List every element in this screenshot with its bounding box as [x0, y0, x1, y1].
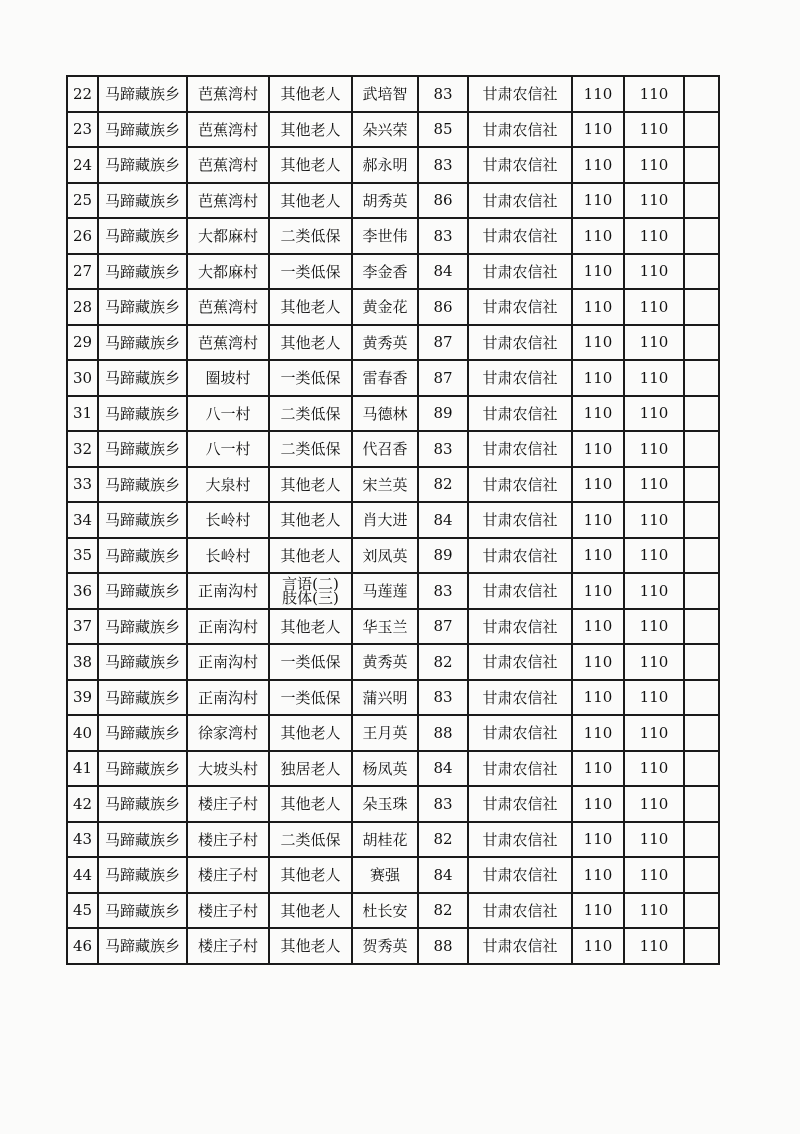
note-cell — [684, 893, 719, 929]
township-cell: 马蹄藏族乡 — [98, 751, 187, 787]
row-number-cell: 34 — [67, 502, 98, 538]
village-cell: 芭蕉湾村 — [187, 183, 269, 219]
table-row — [67, 360, 719, 396]
bank-cell: 甘肃农信社 — [468, 609, 572, 645]
age-cell: 86 — [418, 289, 468, 325]
category-cell: 一类低保 — [269, 644, 352, 680]
category-line: 肢体(三) — [282, 588, 339, 607]
note-cell — [684, 715, 719, 751]
amount-cell: 110 — [572, 396, 624, 432]
bank-cell: 甘肃农信社 — [468, 893, 572, 929]
age-cell: 89 — [418, 396, 468, 432]
table-row — [67, 715, 719, 751]
total-amount-cell: 110 — [624, 431, 684, 467]
village-cell: 八一村 — [187, 396, 269, 432]
note-cell — [684, 928, 719, 964]
bank-cell: 甘肃农信社 — [468, 396, 572, 432]
village-cell: 芭蕉湾村 — [187, 76, 269, 112]
table-row — [67, 751, 719, 787]
total-amount-cell: 110 — [624, 147, 684, 183]
table-row — [67, 183, 719, 219]
bank-cell: 甘肃农信社 — [468, 786, 572, 822]
category-cell: 其他老人 — [269, 609, 352, 645]
name-cell: 王月英 — [352, 715, 418, 751]
township-cell: 马蹄藏族乡 — [98, 325, 187, 361]
township-cell: 马蹄藏族乡 — [98, 786, 187, 822]
row-number-cell: 35 — [67, 538, 98, 574]
total-amount-cell: 110 — [624, 751, 684, 787]
bank-cell: 甘肃农信社 — [468, 502, 572, 538]
note-cell — [684, 467, 719, 503]
table-row — [67, 76, 719, 112]
note-cell — [684, 360, 719, 396]
bank-cell: 甘肃农信社 — [468, 289, 572, 325]
age-cell: 86 — [418, 183, 468, 219]
category-cell: 其他老人 — [269, 538, 352, 574]
township-cell: 马蹄藏族乡 — [98, 467, 187, 503]
total-amount-cell: 110 — [624, 928, 684, 964]
name-cell: 宋兰英 — [352, 467, 418, 503]
age-cell: 84 — [418, 857, 468, 893]
row-number-cell: 22 — [67, 76, 98, 112]
table-row — [67, 857, 719, 893]
total-amount-cell: 110 — [624, 786, 684, 822]
category-cell: 一类低保 — [269, 680, 352, 716]
age-cell: 87 — [418, 360, 468, 396]
category-cell: 其他老人 — [269, 325, 352, 361]
bank-cell: 甘肃农信社 — [468, 538, 572, 574]
amount-cell: 110 — [572, 715, 624, 751]
table-row — [67, 289, 719, 325]
village-cell: 楼庄子村 — [187, 857, 269, 893]
table-body — [67, 76, 719, 964]
bank-cell: 甘肃农信社 — [468, 183, 572, 219]
name-cell: 李世伟 — [352, 218, 418, 254]
note-cell — [684, 183, 719, 219]
village-cell: 楼庄子村 — [187, 893, 269, 929]
amount-cell: 110 — [572, 928, 624, 964]
row-number-cell: 23 — [67, 112, 98, 148]
name-cell: 赛强 — [352, 857, 418, 893]
amount-cell: 110 — [572, 857, 624, 893]
row-number-cell: 42 — [67, 786, 98, 822]
table-row — [67, 893, 719, 929]
row-number-cell: 39 — [67, 680, 98, 716]
note-cell — [684, 573, 719, 609]
township-cell: 马蹄藏族乡 — [98, 538, 187, 574]
table-row — [67, 680, 719, 716]
note-cell — [684, 76, 719, 112]
category-cell: 其他老人 — [269, 786, 352, 822]
name-cell: 武培智 — [352, 76, 418, 112]
village-cell: 正南沟村 — [187, 609, 269, 645]
total-amount-cell: 110 — [624, 467, 684, 503]
category-cell: 其他老人 — [269, 76, 352, 112]
village-cell: 大都麻村 — [187, 254, 269, 290]
total-amount-cell: 110 — [624, 254, 684, 290]
age-cell: 83 — [418, 786, 468, 822]
village-cell: 大泉村 — [187, 467, 269, 503]
age-cell: 82 — [418, 644, 468, 680]
row-number-cell: 36 — [67, 573, 98, 609]
category-cell: 其他老人 — [269, 147, 352, 183]
note-cell — [684, 254, 719, 290]
village-cell: 芭蕉湾村 — [187, 147, 269, 183]
category-cell: 其他老人 — [269, 289, 352, 325]
name-cell: 刘凤英 — [352, 538, 418, 574]
age-cell: 83 — [418, 218, 468, 254]
name-cell: 杨凤英 — [352, 751, 418, 787]
row-number-cell: 30 — [67, 360, 98, 396]
table-row — [67, 644, 719, 680]
township-cell: 马蹄藏族乡 — [98, 928, 187, 964]
age-cell: 82 — [418, 893, 468, 929]
age-cell: 84 — [418, 751, 468, 787]
age-cell: 83 — [418, 76, 468, 112]
category-cell: 其他老人 — [269, 715, 352, 751]
name-cell: 马莲莲 — [352, 573, 418, 609]
row-number-cell: 43 — [67, 822, 98, 858]
township-cell: 马蹄藏族乡 — [98, 218, 187, 254]
note-cell — [684, 147, 719, 183]
name-cell: 朵兴荣 — [352, 112, 418, 148]
village-cell: 圈坡村 — [187, 360, 269, 396]
row-number-cell: 29 — [67, 325, 98, 361]
village-cell: 徐家湾村 — [187, 715, 269, 751]
total-amount-cell: 110 — [624, 680, 684, 716]
village-cell: 正南沟村 — [187, 680, 269, 716]
name-cell: 华玉兰 — [352, 609, 418, 645]
name-cell: 黄秀英 — [352, 644, 418, 680]
table-row — [67, 538, 719, 574]
total-amount-cell: 110 — [624, 112, 684, 148]
row-number-cell: 44 — [67, 857, 98, 893]
table-row — [67, 396, 719, 432]
table-row — [67, 431, 719, 467]
category-cell: 其他老人 — [269, 502, 352, 538]
category-cell: 独居老人 — [269, 751, 352, 787]
bank-cell: 甘肃农信社 — [468, 467, 572, 503]
bank-cell: 甘肃农信社 — [468, 857, 572, 893]
row-number-cell: 28 — [67, 289, 98, 325]
name-cell: 李金香 — [352, 254, 418, 290]
note-cell — [684, 857, 719, 893]
category-cell — [269, 573, 352, 609]
township-cell: 马蹄藏族乡 — [98, 609, 187, 645]
category-cell: 二类低保 — [269, 218, 352, 254]
table-row — [67, 609, 719, 645]
township-cell: 马蹄藏族乡 — [98, 644, 187, 680]
category-cell: 一类低保 — [269, 254, 352, 290]
category-cell: 二类低保 — [269, 396, 352, 432]
amount-cell: 110 — [572, 289, 624, 325]
village-cell: 楼庄子村 — [187, 822, 269, 858]
category-cell: 二类低保 — [269, 431, 352, 467]
name-cell: 黄金花 — [352, 289, 418, 325]
amount-cell: 110 — [572, 538, 624, 574]
age-cell: 83 — [418, 680, 468, 716]
township-cell: 马蹄藏族乡 — [98, 112, 187, 148]
amount-cell: 110 — [572, 502, 624, 538]
total-amount-cell: 110 — [624, 715, 684, 751]
note-cell — [684, 680, 719, 716]
amount-cell: 110 — [572, 822, 624, 858]
row-number-cell: 41 — [67, 751, 98, 787]
category-cell: 其他老人 — [269, 467, 352, 503]
note-cell — [684, 325, 719, 361]
amount-cell: 110 — [572, 183, 624, 219]
village-cell: 楼庄子村 — [187, 786, 269, 822]
township-cell: 马蹄藏族乡 — [98, 289, 187, 325]
village-cell: 八一村 — [187, 431, 269, 467]
total-amount-cell: 110 — [624, 893, 684, 929]
bank-cell: 甘肃农信社 — [468, 751, 572, 787]
total-amount-cell: 110 — [624, 325, 684, 361]
township-cell: 马蹄藏族乡 — [98, 183, 187, 219]
amount-cell: 110 — [572, 609, 624, 645]
bank-cell: 甘肃农信社 — [468, 254, 572, 290]
note-cell — [684, 396, 719, 432]
amount-cell: 110 — [572, 112, 624, 148]
total-amount-cell: 110 — [624, 396, 684, 432]
name-cell: 蒲兴明 — [352, 680, 418, 716]
table-row — [67, 502, 719, 538]
table-row — [67, 786, 719, 822]
bank-cell: 甘肃农信社 — [468, 644, 572, 680]
age-cell: 84 — [418, 254, 468, 290]
amount-cell: 110 — [572, 573, 624, 609]
table-row — [67, 112, 719, 148]
bank-cell: 甘肃农信社 — [468, 431, 572, 467]
township-cell: 马蹄藏族乡 — [98, 396, 187, 432]
amount-cell: 110 — [572, 147, 624, 183]
name-cell: 贺秀英 — [352, 928, 418, 964]
table-row — [67, 467, 719, 503]
total-amount-cell: 110 — [624, 502, 684, 538]
category-cell: 其他老人 — [269, 112, 352, 148]
village-cell: 芭蕉湾村 — [187, 289, 269, 325]
amount-cell: 110 — [572, 680, 624, 716]
village-cell: 正南沟村 — [187, 644, 269, 680]
township-cell: 马蹄藏族乡 — [98, 360, 187, 396]
note-cell — [684, 218, 719, 254]
bank-cell: 甘肃农信社 — [468, 218, 572, 254]
name-cell: 胡桂花 — [352, 822, 418, 858]
amount-cell: 110 — [572, 218, 624, 254]
total-amount-cell: 110 — [624, 538, 684, 574]
amount-cell: 110 — [572, 254, 624, 290]
village-cell: 长岭村 — [187, 538, 269, 574]
row-number-cell: 32 — [67, 431, 98, 467]
note-cell — [684, 502, 719, 538]
village-cell: 芭蕉湾村 — [187, 325, 269, 361]
row-number-cell: 37 — [67, 609, 98, 645]
note-cell — [684, 644, 719, 680]
bank-cell: 甘肃农信社 — [468, 715, 572, 751]
row-number-cell: 40 — [67, 715, 98, 751]
bank-cell: 甘肃农信社 — [468, 360, 572, 396]
name-cell: 胡秀英 — [352, 183, 418, 219]
total-amount-cell: 110 — [624, 218, 684, 254]
amount-cell: 110 — [572, 893, 624, 929]
table-row — [67, 147, 719, 183]
name-cell: 黄秀英 — [352, 325, 418, 361]
category-cell: 其他老人 — [269, 183, 352, 219]
township-cell: 马蹄藏族乡 — [98, 822, 187, 858]
name-cell: 马德林 — [352, 396, 418, 432]
township-cell: 马蹄藏族乡 — [98, 147, 187, 183]
township-cell: 马蹄藏族乡 — [98, 76, 187, 112]
table-row — [67, 573, 719, 609]
row-number-cell: 38 — [67, 644, 98, 680]
total-amount-cell: 110 — [624, 573, 684, 609]
amount-cell: 110 — [572, 360, 624, 396]
bank-cell: 甘肃农信社 — [468, 680, 572, 716]
amount-cell: 110 — [572, 431, 624, 467]
table-row — [67, 822, 719, 858]
total-amount-cell: 110 — [624, 183, 684, 219]
township-cell: 马蹄藏族乡 — [98, 715, 187, 751]
total-amount-cell: 110 — [624, 76, 684, 112]
note-cell — [684, 289, 719, 325]
table-row — [67, 218, 719, 254]
bank-cell: 甘肃农信社 — [468, 573, 572, 609]
amount-cell: 110 — [572, 644, 624, 680]
name-cell: 郝永明 — [352, 147, 418, 183]
village-cell: 大都麻村 — [187, 218, 269, 254]
category-cell: 其他老人 — [269, 857, 352, 893]
row-number-cell: 46 — [67, 928, 98, 964]
note-cell — [684, 609, 719, 645]
age-cell: 88 — [418, 928, 468, 964]
category-cell: 其他老人 — [269, 893, 352, 929]
row-number-cell: 31 — [67, 396, 98, 432]
age-cell: 83 — [418, 573, 468, 609]
row-number-cell: 33 — [67, 467, 98, 503]
row-number-cell: 24 — [67, 147, 98, 183]
village-cell: 芭蕉湾村 — [187, 112, 269, 148]
township-cell: 马蹄藏族乡 — [98, 680, 187, 716]
subsidy-table — [66, 75, 720, 965]
total-amount-cell: 110 — [624, 609, 684, 645]
note-cell — [684, 431, 719, 467]
bank-cell: 甘肃农信社 — [468, 928, 572, 964]
amount-cell: 110 — [572, 76, 624, 112]
note-cell — [684, 112, 719, 148]
age-cell: 87 — [418, 609, 468, 645]
name-cell: 朵玉珠 — [352, 786, 418, 822]
age-cell: 83 — [418, 147, 468, 183]
row-number-cell: 25 — [67, 183, 98, 219]
age-cell: 83 — [418, 431, 468, 467]
name-cell: 雷春香 — [352, 360, 418, 396]
total-amount-cell: 110 — [624, 822, 684, 858]
row-number-cell: 27 — [67, 254, 98, 290]
table-row — [67, 254, 719, 290]
note-cell — [684, 751, 719, 787]
age-cell: 87 — [418, 325, 468, 361]
township-cell: 马蹄藏族乡 — [98, 431, 187, 467]
name-cell: 肖大进 — [352, 502, 418, 538]
village-cell: 正南沟村 — [187, 573, 269, 609]
row-number-cell: 45 — [67, 893, 98, 929]
table-row — [67, 928, 719, 964]
note-cell — [684, 538, 719, 574]
name-cell: 代召香 — [352, 431, 418, 467]
bank-cell: 甘肃农信社 — [468, 325, 572, 361]
age-cell: 89 — [418, 538, 468, 574]
total-amount-cell: 110 — [624, 857, 684, 893]
amount-cell: 110 — [572, 467, 624, 503]
bank-cell: 甘肃农信社 — [468, 112, 572, 148]
bank-cell: 甘肃农信社 — [468, 822, 572, 858]
name-cell: 杜长安 — [352, 893, 418, 929]
total-amount-cell: 110 — [624, 360, 684, 396]
total-amount-cell: 110 — [624, 289, 684, 325]
amount-cell: 110 — [572, 786, 624, 822]
note-cell — [684, 822, 719, 858]
note-cell — [684, 786, 719, 822]
village-cell: 长岭村 — [187, 502, 269, 538]
township-cell: 马蹄藏族乡 — [98, 573, 187, 609]
township-cell: 马蹄藏族乡 — [98, 893, 187, 929]
township-cell: 马蹄藏族乡 — [98, 254, 187, 290]
category-line: 言语(二) — [282, 574, 339, 593]
township-cell: 马蹄藏族乡 — [98, 857, 187, 893]
category-cell: 二类低保 — [269, 822, 352, 858]
bank-cell: 甘肃农信社 — [468, 147, 572, 183]
age-cell: 84 — [418, 502, 468, 538]
amount-cell: 110 — [572, 325, 624, 361]
age-cell: 88 — [418, 715, 468, 751]
age-cell: 85 — [418, 112, 468, 148]
amount-cell: 110 — [572, 751, 624, 787]
village-cell: 大坡头村 — [187, 751, 269, 787]
bank-cell: 甘肃农信社 — [468, 76, 572, 112]
village-cell: 楼庄子村 — [187, 928, 269, 964]
row-number-cell: 26 — [67, 218, 98, 254]
age-cell: 82 — [418, 467, 468, 503]
category-cell: 一类低保 — [269, 360, 352, 396]
category-cell: 其他老人 — [269, 928, 352, 964]
total-amount-cell: 110 — [624, 644, 684, 680]
township-cell: 马蹄藏族乡 — [98, 502, 187, 538]
table-row — [67, 325, 719, 361]
age-cell: 82 — [418, 822, 468, 858]
